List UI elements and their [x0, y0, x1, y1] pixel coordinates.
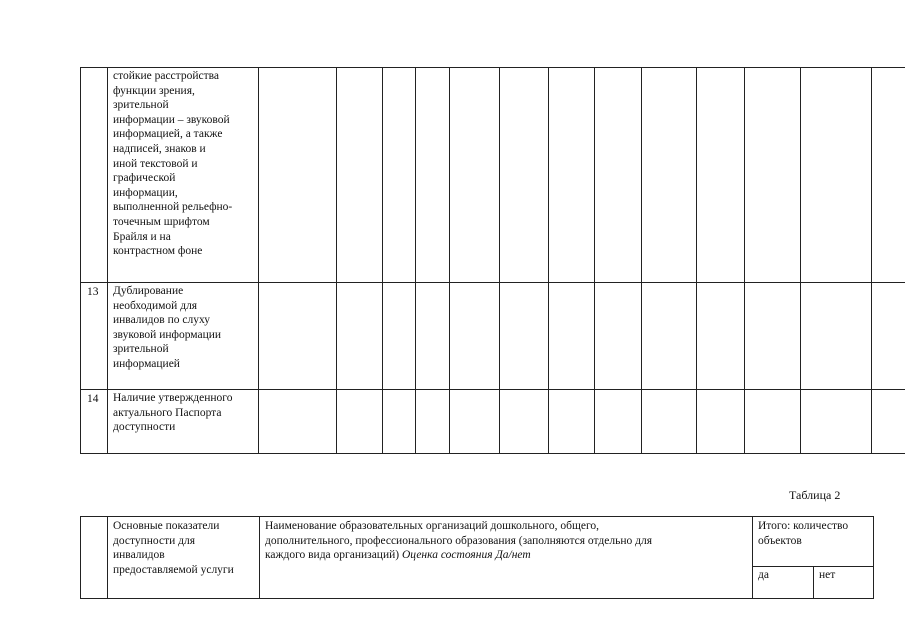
table-cell — [745, 68, 801, 283]
number-column-header — [81, 517, 108, 599]
organizations-header — [260, 517, 753, 599]
table-header-row — [81, 517, 874, 567]
table-cell — [337, 68, 383, 283]
table-row — [81, 68, 905, 283]
criterion-text: Дублирование необходимой для инвалидов по слуху звуковой информации зрительной информацией — [108, 283, 259, 390]
table-cell — [383, 283, 416, 390]
table-cell — [801, 390, 872, 454]
row-number — [81, 68, 108, 283]
table-cell — [450, 390, 500, 454]
total-header: Итого: количество объектов — [753, 517, 874, 567]
table-cell — [697, 390, 745, 454]
table-cell — [416, 390, 450, 454]
table-cell — [642, 68, 697, 283]
criterion-text: Наличие утвержденного актуального Паспорта доступности — [108, 390, 259, 454]
table-cell — [595, 390, 642, 454]
table-cell — [549, 68, 595, 283]
table-cell — [450, 68, 500, 283]
table-cell — [697, 283, 745, 390]
table-cell — [383, 68, 416, 283]
row-number: 14 — [81, 390, 108, 454]
table-cell — [872, 283, 905, 390]
table-cell — [801, 68, 872, 283]
table-cell — [549, 283, 595, 390]
table-cell — [549, 390, 595, 454]
table-cell — [259, 283, 337, 390]
table-caption: Таблица 2 — [789, 488, 841, 502]
table-cell — [642, 283, 697, 390]
table-cell — [383, 390, 416, 454]
table-cell — [450, 283, 500, 390]
table-cell — [416, 68, 450, 283]
table-cell — [595, 283, 642, 390]
criterion-text: стойкие расстройства функции зрения, зрительной информации – звуковой информацией, а также надписей, знаков и иной текстовой и графической информации, выполненной рельефно- точечным шрифтом Брайля и на контрастном фоне — [108, 68, 259, 283]
table-row — [81, 390, 905, 454]
table-cell — [595, 68, 642, 283]
table-cell — [337, 390, 383, 454]
table-cell — [416, 283, 450, 390]
table-cell — [697, 68, 745, 283]
row-number: 13 — [81, 283, 108, 390]
table-cell — [801, 283, 872, 390]
table-cell — [500, 390, 549, 454]
accessibility-table-2 — [80, 516, 874, 599]
indicators-header: Основные показатели доступности для инвалидов предоставляемой услуги — [108, 517, 260, 599]
yes-header: да — [753, 567, 814, 599]
table-row — [81, 283, 905, 390]
table-cell — [259, 390, 337, 454]
table-cell — [259, 68, 337, 283]
no-header: нет — [814, 567, 874, 599]
accessibility-table-1 — [80, 67, 905, 454]
table-cell — [337, 283, 383, 390]
table-cell — [745, 283, 801, 390]
table-cell — [500, 68, 549, 283]
assessment-note: Оценка состояния Да/нет — [401, 549, 531, 562]
organizations-header-text: Наименование образовательных организаций дошкольного, общего, дополнительного, профессионального образования (заполняются отдельно для каждого вида организаций) — [265, 520, 653, 562]
table-cell — [872, 390, 905, 454]
table-cell — [500, 283, 549, 390]
table-cell — [745, 390, 801, 454]
table-cell — [642, 390, 697, 454]
table-cell — [872, 68, 905, 283]
